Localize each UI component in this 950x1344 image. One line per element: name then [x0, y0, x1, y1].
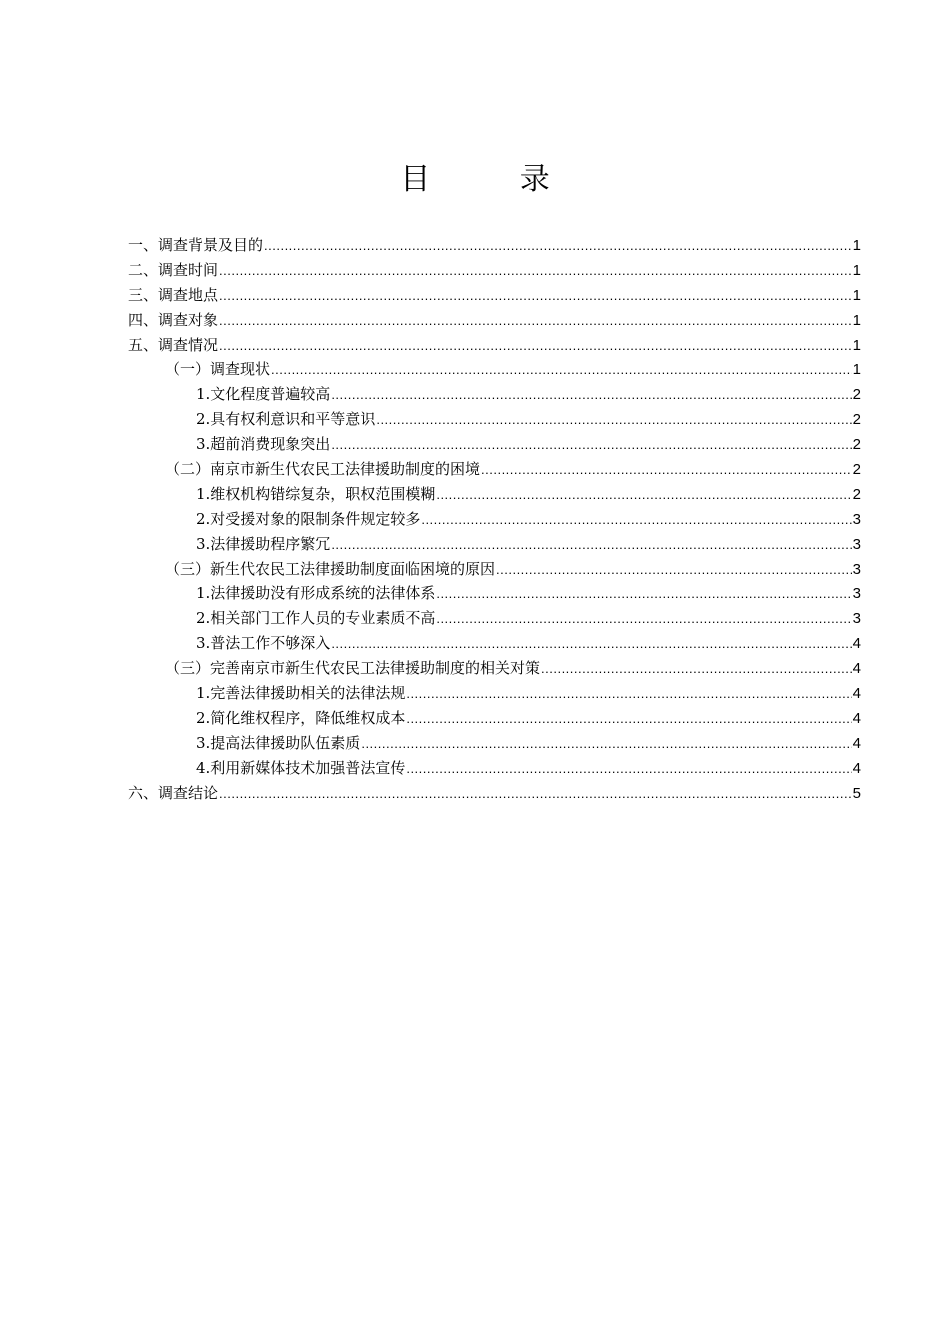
toc-entry[interactable] [128, 756, 861, 781]
toc-entry-label: 三、调查地点 [128, 285, 219, 304]
toc-entry[interactable] [128, 706, 861, 731]
toc-entry-page-number: 2 [852, 485, 861, 503]
toc-entry-label: 2.对受援对象的限制条件规定较多 [196, 509, 421, 528]
toc-entry-label: 五、调查情况 [128, 335, 219, 354]
toc-dot-leader [219, 309, 852, 334]
toc-entry-page-number: 2 [852, 411, 861, 429]
toc-entry-label: 2.具有权利意识和平等意识 [196, 410, 376, 429]
toc-entry[interactable] [128, 507, 861, 532]
toc-entry[interactable] [128, 357, 861, 382]
toc-entry-label: 六、调查结论 [128, 783, 219, 802]
toc-dot-leader [264, 234, 852, 259]
toc-entry[interactable] [128, 407, 861, 432]
toc-entry-page-number: 4 [852, 709, 861, 727]
toc-dot-leader [406, 757, 851, 782]
toc-dot-leader [219, 284, 852, 309]
toc-dot-leader [271, 358, 852, 383]
toc-entry[interactable] [128, 532, 861, 557]
toc-entry[interactable] [128, 482, 861, 507]
toc-entry[interactable] [128, 258, 861, 283]
toc-entry-label: 3.超前消费现象突出 [196, 435, 331, 454]
toc-dot-leader [496, 558, 852, 583]
toc-entry-label: 3.提高法律援助队伍素质 [196, 733, 361, 752]
toc-dot-leader [219, 259, 852, 284]
toc-entry[interactable] [128, 557, 861, 582]
toc-entry-page-number: 1 [852, 361, 861, 379]
toc-dot-leader [406, 707, 851, 732]
toc-entry-label: 1.法律援助没有形成系统的法律体系 [196, 584, 436, 603]
toc-entry[interactable] [128, 681, 861, 706]
toc-dot-leader [436, 582, 851, 607]
toc-entry-label: 二、调查时间 [128, 260, 219, 279]
toc-entry[interactable] [128, 432, 861, 457]
toc-dot-leader [376, 408, 851, 433]
toc-entry-page-number: 3 [852, 585, 861, 603]
toc-dot-leader [361, 732, 851, 757]
toc-entry[interactable] [128, 781, 861, 806]
toc-entry-label: 2.简化维权程序，降低维权成本 [196, 708, 406, 727]
page-title: 目 录 [400, 162, 590, 197]
toc-entry-label: 3.法律援助程序繁冗 [196, 534, 331, 553]
toc-entry-label: 四、调查对象 [128, 310, 219, 329]
toc-dot-leader [436, 483, 851, 508]
toc-entry-page-number: 2 [852, 461, 861, 479]
toc-entry[interactable] [128, 233, 861, 258]
toc-entry-label: 1.维权机构错综复杂，职权范围模糊 [196, 484, 436, 503]
toc-dot-leader [331, 383, 851, 408]
toc-entry-page-number: 4 [852, 635, 861, 653]
toc-entry-page-number: 1 [852, 311, 861, 329]
toc-entry-page-number: 2 [852, 436, 861, 454]
toc-dot-leader [219, 782, 852, 807]
toc-entry-page-number: 1 [852, 336, 861, 354]
toc-entry-label: 2.相关部门工作人员的专业素质不高 [196, 609, 436, 628]
table-of-contents [128, 233, 861, 805]
toc-dot-leader [481, 458, 852, 483]
toc-entry-page-number: 2 [852, 386, 861, 404]
toc-entry-page-number: 3 [852, 610, 861, 628]
toc-entry-page-number: 1 [852, 286, 861, 304]
toc-dot-leader [436, 607, 851, 632]
toc-entry[interactable] [128, 308, 861, 333]
toc-entry-label: 1.完善法律援助相关的法律法规 [196, 684, 406, 703]
toc-entry-label: 一、调查背景及目的 [128, 236, 264, 254]
toc-entry[interactable] [128, 382, 861, 407]
toc-entry-label: （三）新生代农民工法律援助制度面临困境的原因 [165, 559, 496, 578]
toc-entry-page-number: 4 [852, 660, 861, 678]
toc-entry-page-number: 4 [852, 685, 861, 703]
toc-entry-label: （三）完善南京市新生代农民工法律援助制度的相关对策 [165, 659, 541, 678]
toc-entry-label: 4.利用新媒体技术加强普法宣传 [196, 758, 406, 777]
toc-entry-label: （一）调查现状 [165, 360, 271, 379]
toc-entry[interactable] [128, 333, 861, 358]
toc-entry[interactable] [128, 656, 861, 681]
toc-dot-leader [331, 433, 851, 458]
toc-entry-label: 1.文化程度普遍较高 [196, 385, 331, 404]
toc-entry-page-number: 4 [852, 734, 861, 752]
toc-entry[interactable] [128, 283, 861, 308]
toc-entry[interactable] [128, 581, 861, 606]
toc-entry-label: （二）南京市新生代农民工法律援助制度的困境 [165, 460, 481, 479]
toc-entry-page-number: 3 [852, 560, 861, 578]
toc-entry-page-number: 3 [852, 510, 861, 528]
toc-dot-leader [421, 508, 851, 533]
toc-entry[interactable] [128, 731, 861, 756]
toc-entry-page-number: 5 [852, 784, 861, 802]
toc-entry-page-number: 4 [852, 759, 861, 777]
toc-dot-leader [219, 334, 852, 359]
toc-dot-leader [331, 632, 851, 657]
toc-entry-page-number: 3 [852, 535, 861, 553]
toc-entry[interactable] [128, 457, 861, 482]
toc-entry[interactable] [128, 631, 861, 656]
toc-dot-leader [331, 533, 851, 558]
toc-entry-page-number: 1 [852, 261, 861, 279]
toc-entry-label: 3.普法工作不够深入 [196, 634, 331, 653]
toc-dot-leader [541, 657, 852, 682]
toc-entry-page-number: 1 [852, 237, 861, 254]
toc-entry[interactable] [128, 606, 861, 631]
toc-dot-leader [406, 682, 851, 707]
